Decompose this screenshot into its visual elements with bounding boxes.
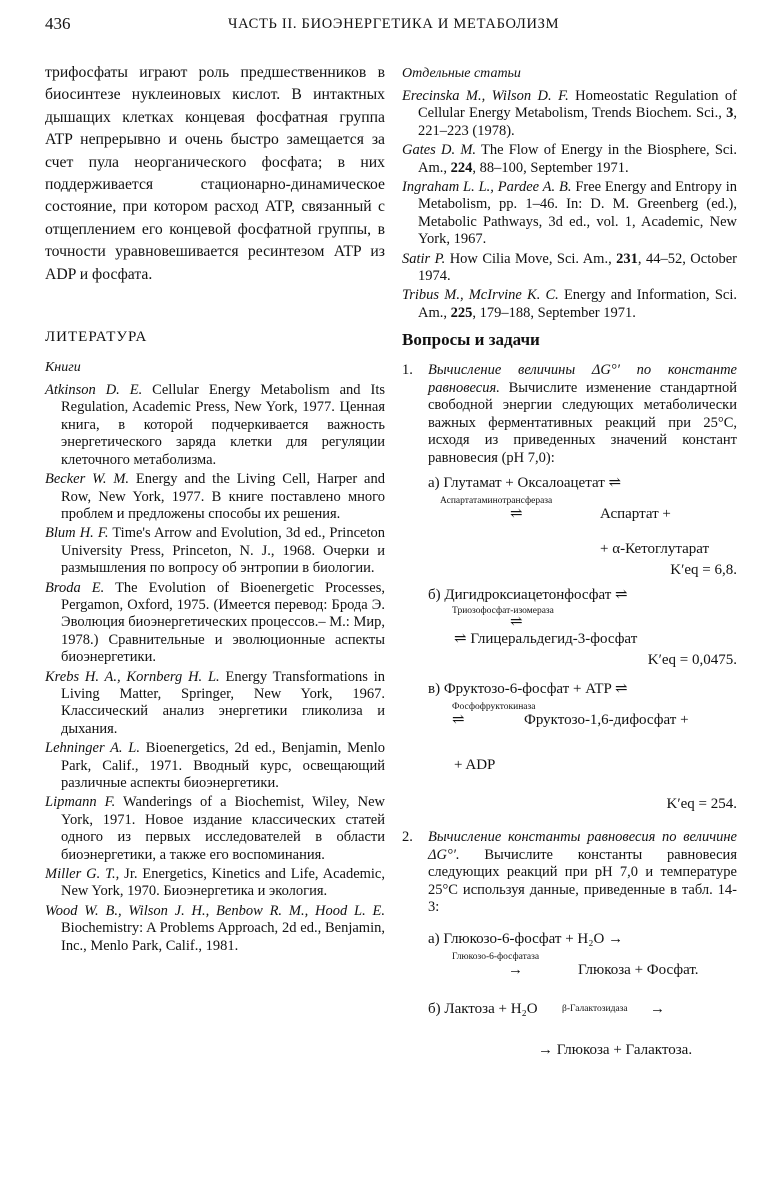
question-number: 2.	[402, 829, 413, 846]
books-heading: Книги	[45, 360, 81, 376]
book-ref: Atkinson D. E. Cellular Energy Metabolism and Its Regulation, Academic Press, New York, 1977. Ценная книга, в которой подчеркивается важность энергетического заряда клетки для регуляции клеточного метаболизма.	[45, 382, 386, 468]
reaction-1c: в) Фруктозо-6-фосфат + ATP ⇌ Фосфофруктокиназа ⇌ Фруктозо-1,6-дифосфат + + ADP K′eq = 254.	[428, 679, 737, 815]
right-column	[402, 64, 737, 1061]
reaction-1a: а) Глутамат + Оксалоацетат ⇌ Аспартатаминотрансфераза ⇌ Аспартат + + α-Кетоглутарат K′eq = 6,8.	[428, 473, 737, 581]
running-head: ЧАСТЬ II. БИОЭНЕРГЕТИКА И МЕТАБОЛИЗМ	[228, 16, 560, 32]
reaction-2b: β-Галактозидаза б) Лактоза + H₂O → → Глюкоза + Галактоза.	[428, 1000, 693, 1058]
book-ref: Miller G. T., Jr. Energetics, Kinetics and Life, Academic, New York, 1970. Биоэнергетика и экология.	[45, 866, 385, 900]
question-2	[402, 829, 737, 1061]
equilibrium-constant: K′eq = 6,8.	[670, 562, 737, 579]
book-ref: Becker W. M. Energy and the Living Cell, Harper and Row, New York, 1977. В книге поставлено много проблем и предложены способы их решения.	[45, 471, 385, 522]
questions-heading: Вопросы и задачи	[402, 330, 540, 350]
page-number: 436	[45, 14, 71, 33]
equilibrium-constant: K′eq = 0,0475.	[647, 652, 737, 669]
article-ref: Gates D. M. The Flow of Energy in the Biosphere, Sci. Am., 224, 88–100, September 1971.	[402, 142, 737, 176]
question-1	[402, 362, 737, 815]
enzyme-label: Триозофосфат-изомераза	[452, 606, 554, 617]
literature-heading: ЛИТЕРАТУРА	[45, 329, 148, 346]
intro-paragraph: трифосфаты играют роль предшественников в биосинтезе нуклеиновых кислот. В интактных дышащих клетках концевая фосфатная группа ATP непрерывно и очень быстро замещается за счет пула неорганического фосфата; в них поддерживается стационарно-динамическое состояние, при котором расход ATP, связанный с отщеплением его концевой фосфатной группы, в точности уравновешивается ресинтезом ATP из ADP и фосфата.	[45, 64, 385, 283]
book-ref: Lipmann F. Wanderings of a Biochemist, Wiley, New York, 1971. Новое издание классических статей одного из первых исследователей в области биоэнергетики, а также его воспоминания.	[45, 794, 385, 863]
question-title: Вычисление константы равновесия по величине ΔG°′.	[428, 829, 737, 863]
enzyme-label: Глюкозо-6-фосфатаза	[452, 951, 540, 962]
reaction-2a: а) Глюкозо-6-фосфат + H₂O → Глюкозо-6-фосфатаза → Глюкоза + Фосфат.	[428, 930, 699, 978]
book-ref: Wood W. B., Wilson J. H., Benbow R. M., Hood L. E. Biochemistry: A Problems Approach, 2d ed., Benjamin, Inc., Menlo Park, Calif., 1981.	[45, 902, 385, 954]
article-ref: Tribus M., McIrvine K. C. Energy and Information, Sci. Am., 225, 179–188, September 1971.	[402, 287, 737, 321]
articles-heading: Отдельные статьи	[402, 66, 521, 81]
articles-list	[402, 88, 737, 322]
enzyme-label: β-Галактозидаза	[562, 1003, 628, 1014]
equilibrium-constant: K′eq = 254.	[666, 796, 737, 813]
page-header	[45, 14, 737, 38]
question-title: Вычисление величины ΔG°′ по константе равновесия.	[428, 362, 737, 396]
question-number: 1.	[402, 362, 413, 379]
book-ref: Krebs H. A., Kornberg H. L. Energy Transformations in Living Matter, Springer, New York, 1967. Классический анализ энергетики гликолиза и дыхания.	[45, 668, 386, 737]
article-ref: Erecinska M., Wilson D. F. Homeostatic Regulation of Cellular Energy Metabolism, Trends Biochem. Sci., 3, 221–223 (1978).	[402, 88, 737, 139]
enzyme-label: Фосфофруктокиназа	[452, 702, 536, 713]
enzyme-label: Аспартатаминотрансфераза	[440, 496, 553, 507]
book-ref: Lehninger A. L. Bioenergetics, 2d ed., Benjamin, Menlo Park, Calif., 1971. Вводный курс, освещающий различные аспекты биоэнергетики.	[45, 740, 385, 791]
question-text: Вычислите изменение стандартной свободной энергии следующих метаболически важных ферментативных реакций при 25°С, исходя из приведенных значений констант равновесия (рН 7,0):	[428, 379, 737, 466]
article-ref: Ingraham L. L., Pardee A. B. Free Energy and Entropy in Metabolism, pp. 1–46. In: D. M. Greenberg (ed.), Metabolic Pathways, 3d ed., vol. 1, Academic, New York, 1967.	[402, 179, 737, 248]
reaction-1b: б) Дигидроксиацетонфосфат ⇌ Триозофосфат-изомераза ⇌ ⇌ Глицеральдегид-3-фосфат K′eq = 0,0475.	[428, 585, 737, 671]
book-ref: Broda E. The Evolution of Bioenergetic Processes, Pergamon, Oxford, 1975. (Имеется перевод: Брода Э. Эволюция биоэнергетических процессов.– М.: Мир, 1978.) Сравнительные и эволюционные аспекты биоэнергетики.	[45, 579, 385, 666]
books-list	[45, 382, 385, 955]
book-ref: Blum H. F. Time's Arrow and Evolution, 3d ed., Princeton University Press, Princeton, N. J., 1968. Очерки и размышления по вопросу об энтропии в биологии.	[45, 525, 385, 577]
question-text: Вычислите константы равновесия следующих реакций при рН 7,0 и температуре 25°С используя данные, приведенные в табл. 14-3:	[428, 846, 737, 916]
article-ref: Satir P. How Cilia Move, Sci. Am., 231, 44–52, October 1974.	[402, 250, 737, 285]
left-column	[45, 62, 385, 957]
